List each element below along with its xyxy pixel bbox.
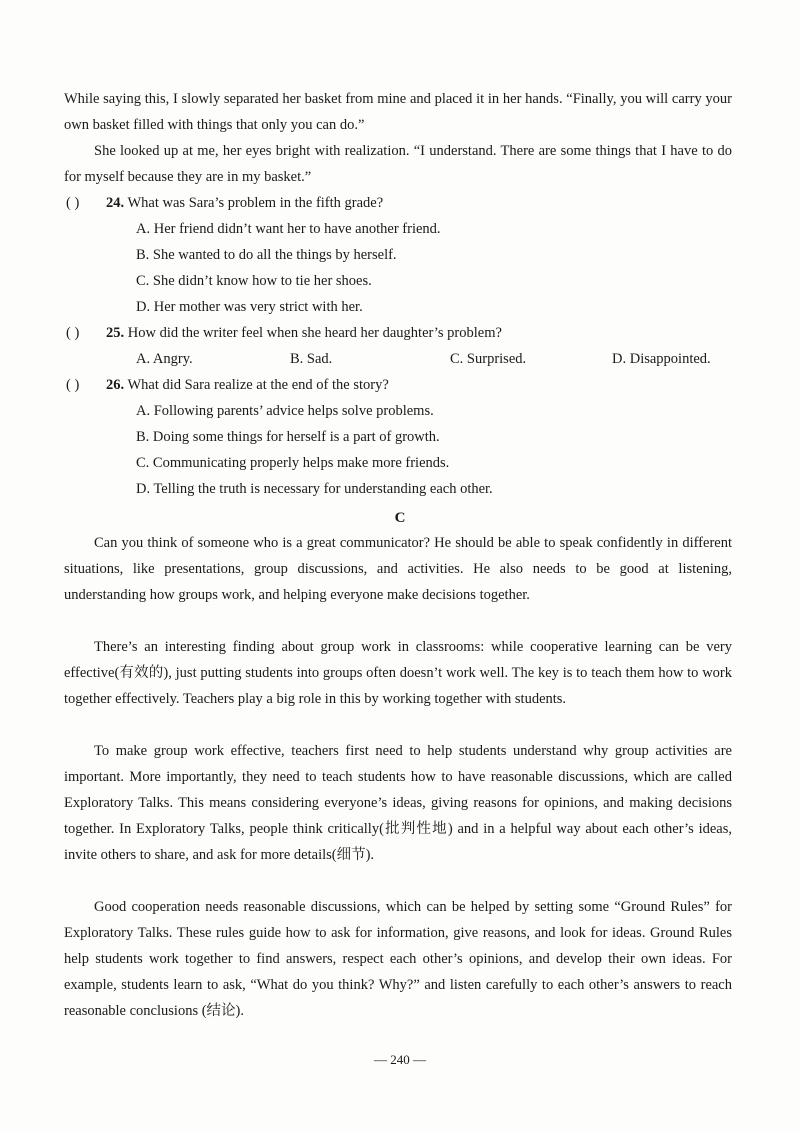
- option-c: C. Communicating properly helps make more friends.: [136, 455, 450, 471]
- passage-paragraph: To make group work effective, teachers first need to help students understand why group activities are important. More importantly, they need to teach students how to have reasonable discussions, which are called Exploratory Talks. This means considering everyone’s ideas, giving reasons for opinions, and making decisions together. In Exploratory Talks, people think critically(批判性地) and in a helpful way about each other’s ideas, invite others to share, and ask for more details(细节).: [64, 743, 732, 863]
- passage-paragraph: Can you think of someone who is a great communicator? He should be able to speak confidently in different situations, like presentations, group discussions, and activities. He also needs to be good at listening, understanding how groups work, and helping everyone make decisions together.: [64, 535, 732, 603]
- passage-paragraph: She looked up at me, her eyes bright with realization. “I understand. There are some things that I have to do for myself because they are in my basket.”: [64, 143, 732, 185]
- option-c: C. Surprised.: [450, 351, 527, 367]
- option-c: C. She didn’t know how to tie her shoes.: [136, 273, 372, 289]
- question-24: [66, 190, 746, 216]
- option-d: D. Disappointed.: [612, 351, 711, 367]
- page-number: — 240 —: [374, 1052, 426, 1067]
- answer-blank[interactable]: ( ): [66, 377, 80, 393]
- section-heading: C: [394, 510, 406, 526]
- answer-blank[interactable]: ( ): [66, 325, 80, 341]
- passage-paragraph: While saying this, I slowly separated her basket from mine and placed it in her hands. “Finally, you will carry your own basket filled with things that only you can do.”: [64, 91, 732, 133]
- answer-blank[interactable]: ( ): [66, 195, 80, 211]
- option-d: D. Her mother was very strict with her.: [136, 299, 363, 315]
- question-stem: What did Sara realize at the end of the story?: [124, 377, 389, 393]
- option-b: B. She wanted to do all the things by herself.: [136, 247, 397, 263]
- option-a: A. Angry.: [136, 351, 193, 367]
- passage-paragraph: Good cooperation needs reasonable discussions, which can be helped by setting some “Ground Rules” for Exploratory Talks. These rules guide how to ask for information, give reasons, and look for ideas. Ground Rules help students work together to find answers, respect each other’s opinions, and develop their own ideas. For example, students learn to ask, “What do you think? Why?” and listen carefully to each other’s answers to reach reasonable conclusions (结论).: [64, 899, 732, 1019]
- options-row: [136, 346, 732, 372]
- passage-paragraph: There’s an interesting finding about group work in classrooms: while cooperative learning can be very effective(有效的), just putting students into groups often doesn’t work well. The key is to teach them how to work together effectively. Teachers play a big role in this by working together with students.: [64, 639, 732, 707]
- option-d: D. Telling the truth is necessary for understanding each other.: [136, 481, 493, 497]
- question-26: [66, 372, 746, 398]
- question-number: 24.: [106, 195, 125, 211]
- option-b: B. Doing some things for herself is a part of growth.: [136, 429, 440, 445]
- question-stem: What was Sara’s problem in the fifth grade?: [124, 195, 384, 211]
- question-number: 26.: [106, 377, 125, 393]
- option-a: A. Following parents’ advice helps solve problems.: [136, 403, 434, 419]
- option-b: B. Sad.: [290, 351, 333, 367]
- question-number: 25.: [106, 325, 125, 341]
- question-stem: How did the writer feel when she heard her daughter’s problem?: [124, 325, 502, 341]
- option-a: A. Her friend didn’t want her to have another friend.: [136, 221, 441, 237]
- question-25: [66, 320, 746, 346]
